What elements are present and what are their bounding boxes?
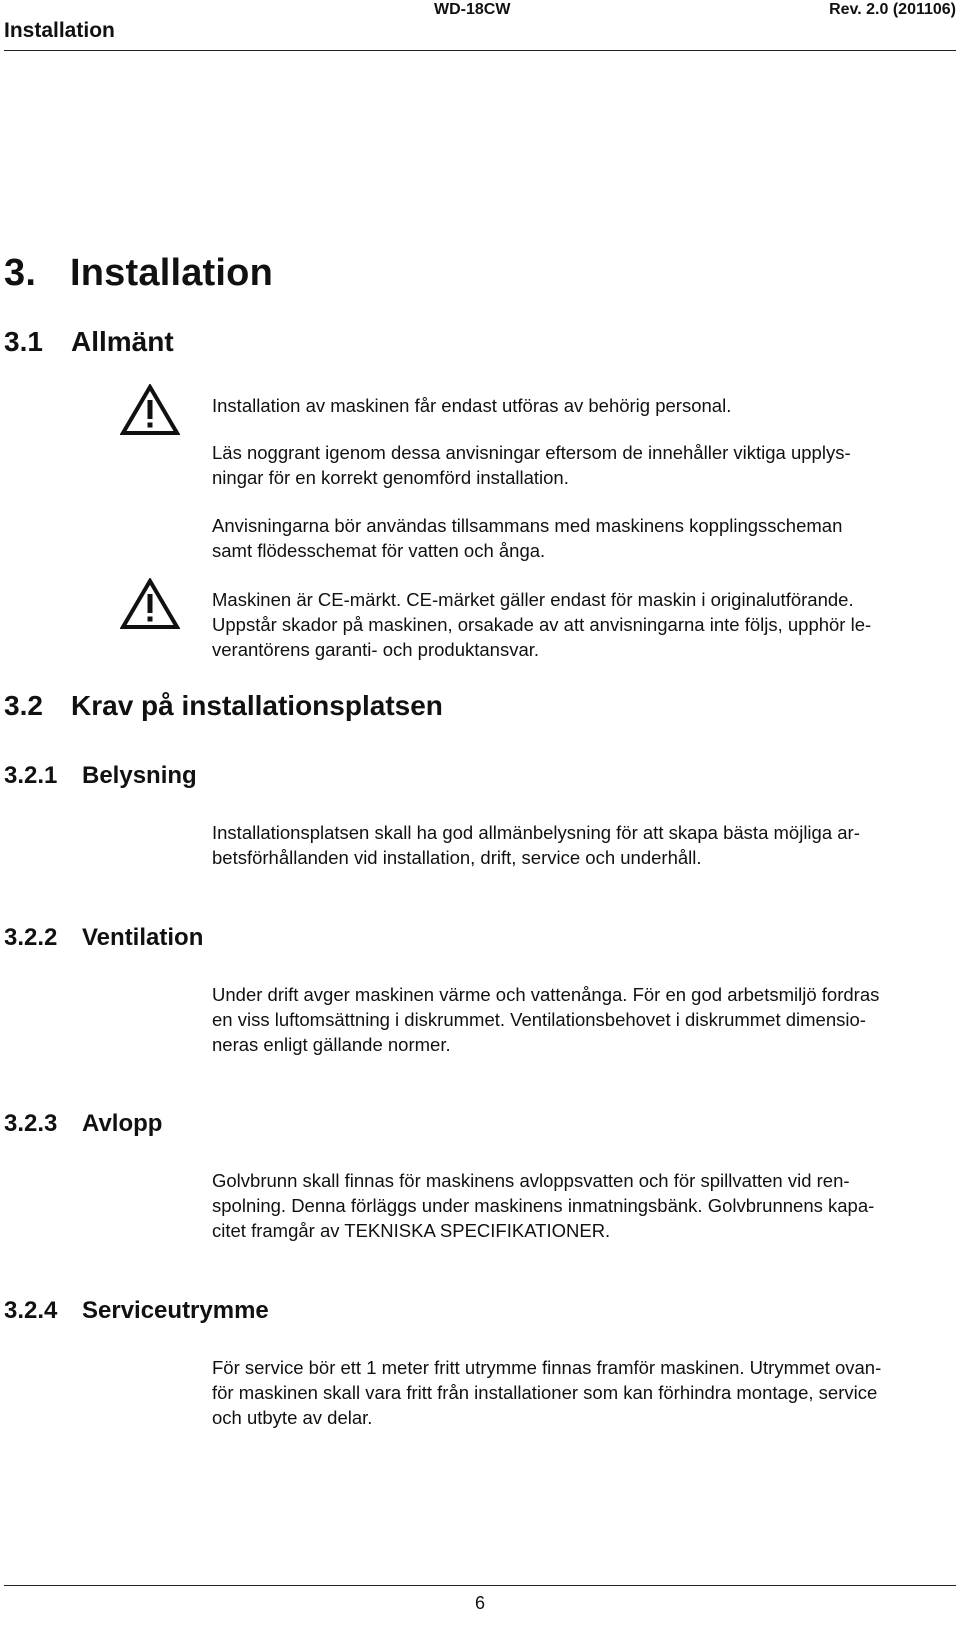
text-line: citet framgår av TEKNISKA SPECIFIKATIONER.: [212, 1220, 611, 1241]
text-line: Golvbrunn skall finnas för maskinens avloppsvatten och för spillvatten vid ren-: [212, 1170, 850, 1191]
warning-paragraph-authorized-personnel: [212, 393, 956, 418]
text-line: Anvisningarna bör användas tillsammans med maskinens kopplingsscheman: [212, 515, 843, 536]
footer-rule: [4, 1585, 956, 1586]
paragraph-read-instructions: [212, 440, 956, 490]
header-rule: [4, 50, 956, 51]
subsection-title: Avlopp: [82, 1110, 163, 1137]
subsection-number: 3.2.1: [4, 762, 58, 789]
text-line: neras enligt gällande normer.: [212, 1034, 451, 1055]
text-line: För service bör ett 1 meter fritt utrymme finnas framför maskinen. Utrymmet ovan-: [212, 1357, 882, 1378]
running-header-doc-code: WD-18CW: [434, 1, 511, 18]
subsection-heading-3-2-4: [4, 1297, 269, 1325]
subsection-number: 3.2.3: [4, 1110, 58, 1137]
section-title: Krav på installationsplatsen: [71, 690, 443, 721]
text-line: ningar för en korrekt genomförd installation.: [212, 467, 569, 488]
subsection-heading-3-2-1: [4, 762, 197, 790]
text-line: Maskinen är CE-märkt. CE-märket gäller endast för maskin i originalutförande.: [212, 589, 854, 610]
text-line: spolning. Denna förläggs under maskinens inmatningsbänk. Golvbrunnens kapa-: [212, 1195, 875, 1216]
warning-triangle-icon: [120, 384, 180, 436]
text-line: verantörens garanti- och produktansvar.: [212, 639, 540, 660]
running-header-section: Installation: [4, 19, 115, 42]
running-header-revision: Rev. 2.0 (201106): [829, 1, 956, 18]
text-line: för maskinen skall vara fritt från installationer som kan förhindra montage, service: [212, 1382, 878, 1403]
text-line: Installation av maskinen får endast utföras av behörig personal.: [212, 395, 732, 416]
paragraph-service-space: [212, 1355, 956, 1430]
subsection-heading-3-2-3: [4, 1110, 162, 1138]
paragraph-ventilation: [212, 982, 956, 1057]
subsection-number: 3.2.4: [4, 1297, 58, 1324]
text-line: Uppstår skador på maskinen, orsakade av att anvisningarna inte följs, upphör le-: [212, 614, 872, 635]
page-number: 6: [474, 1593, 485, 1613]
paragraph-drain: [212, 1168, 956, 1243]
section-heading-3-2: [4, 690, 443, 722]
section-heading-3-1: [4, 326, 174, 358]
paragraph-lighting: [212, 820, 956, 870]
warning-paragraph-ce-marking: [212, 587, 956, 662]
text-line: och utbyte av delar.: [212, 1407, 373, 1428]
subsection-number: 3.2.2: [4, 924, 58, 951]
chapter-heading: [4, 252, 273, 295]
text-line: Läs noggrant igenom dessa anvisningar eftersom de innehåller viktiga upplys-: [212, 442, 851, 463]
text-line: betsförhållanden vid installation, drift, service och underhåll.: [212, 847, 702, 868]
text-line: samt flödesschemat för vatten och ånga.: [212, 540, 546, 561]
chapter-title: Installation: [70, 252, 273, 294]
text-line: en viss luftomsättning i diskrummet. Ventilationsbehovet i diskrummet dimensio-: [212, 1009, 866, 1030]
subsection-title: Belysning: [82, 762, 197, 789]
chapter-number: 3.: [4, 252, 37, 294]
paragraph-use-with-schemes: [212, 513, 956, 563]
section-number: 3.2: [4, 690, 43, 721]
warning-triangle-icon: [120, 578, 180, 630]
subsection-heading-3-2-2: [4, 924, 203, 952]
text-line: Installationsplatsen skall ha god allmänbelysning för att skapa bästa möjliga ar-: [212, 822, 860, 843]
subsection-title: Serviceutrymme: [82, 1297, 269, 1324]
section-title: Allmänt: [71, 326, 174, 357]
text-line: Under drift avger maskinen värme och vattenånga. För en god arbetsmiljö fordras: [212, 984, 880, 1005]
section-number: 3.1: [4, 326, 43, 357]
subsection-title: Ventilation: [82, 924, 204, 951]
